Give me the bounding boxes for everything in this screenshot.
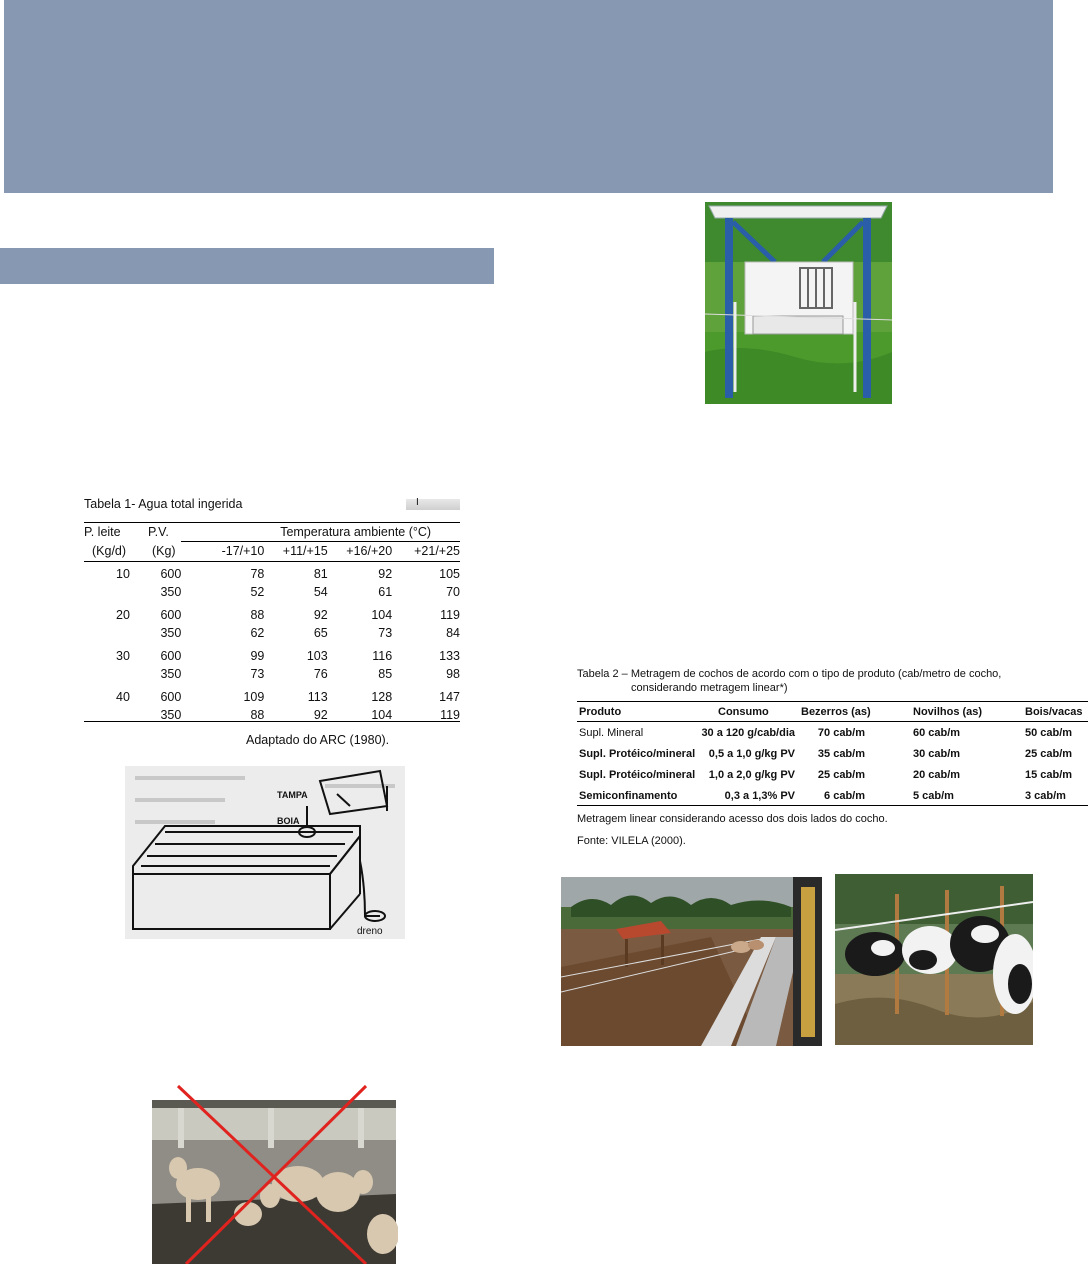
table-1-grid [84,523,460,724]
table-row [84,642,460,665]
header-bois: Bois/vacas [1025,706,1083,718]
section-bar [0,248,494,284]
cell-value: 81 [313,567,328,581]
cell-produto: Semiconfinamento [579,790,678,802]
cell-value: 92 [313,708,328,722]
cell-value: 65 [313,626,328,640]
header-produto: Produto [579,706,622,718]
cell-bois: 15 cab/m [1025,769,1073,781]
table-row [84,683,460,706]
cell-produto: Supl. Protéico/mineral [579,748,696,760]
cell-consumo: 1,0 a 2,0 g/kg PV [708,769,795,781]
table-row [84,665,460,683]
cell-leite: 30 [116,649,130,663]
table-2-source: Fonte: VILELA (2000). [577,835,686,847]
header-temp-3: +16/+20 [346,544,393,558]
cell-bezerros: 25 cab/m [817,769,865,781]
table-row [84,583,460,601]
table-row [84,560,460,583]
cell-consumo: 30 a 120 g/cab/dia [701,727,795,739]
header-novilhos: Novilhos (as) [913,706,983,718]
cell-value: 103 [306,649,328,663]
cell-value: 92 [378,567,393,581]
cell-bois: 50 cab/m [1025,727,1073,739]
cell-pv: 350 [160,667,182,681]
cell-pv: 600 [160,608,182,622]
label-boia: BOIA [277,816,300,826]
header-temperature-group: Temperatura ambiente (°C) [181,523,460,542]
table-1-caption: Tabela 1- Agua total ingerida [84,497,243,511]
table-2-caption-line1: Tabela 2 – Metragem de cochos de acordo com o tipo de produto (cab/metro de cocho, [577,668,1002,680]
cell-pv: 350 [160,708,182,722]
cell-value: 88 [250,608,265,622]
cell-pv: 600 [160,690,182,704]
cell-value: 119 [440,708,460,722]
table-row [84,601,460,624]
cell-value: 105 [439,567,460,581]
table-2-top-rule [577,701,1088,702]
header-consumo: Consumo [718,706,769,718]
label-tampa: TAMPA [277,790,308,800]
cell-leite [84,706,130,724]
cell-value: 85 [378,667,393,681]
cell-pv: 600 [160,567,182,581]
cell-pv: 600 [160,649,182,663]
header-leite-unit: (Kg/d) [92,543,127,558]
table-row [577,727,1088,743]
cell-value: 113 [307,690,328,704]
cell-value: 104 [371,608,393,622]
cell-value: 99 [250,649,265,663]
table-2-caption-line2: considerando metragem linear*) [631,682,788,694]
table-row [84,624,460,642]
cell-value: 116 [372,649,393,663]
table-row [577,748,1088,764]
cell-leite [84,665,130,683]
cell-value: 62 [250,626,265,640]
header-temp-1: -17/+10 [221,544,265,558]
cell-value: 147 [439,690,460,704]
cell-bois: 25 cab/m [1025,748,1073,760]
cell-value: 54 [313,585,328,599]
cell-value: 104 [371,708,393,722]
table-row [577,790,1088,806]
table-row [84,706,460,724]
table-1-header-row-2 [84,542,460,561]
cell-novilhos: 30 cab/m [913,748,961,760]
photo-calves-pen-crossed [148,1084,398,1264]
cell-leite: 40 [116,690,130,704]
cell-pv: 350 [160,626,182,640]
cell-value: 133 [439,649,460,663]
cell-value: 73 [250,667,265,681]
label-dreno: dreno [357,926,383,937]
cell-value: 128 [371,690,393,704]
table-row [577,769,1088,785]
cell-novilhos: 5 cab/m [913,790,954,802]
cell-bezerros: 70 cab/m [817,727,865,739]
cell-value: 78 [250,567,265,581]
cell-novilhos: 20 cab/m [913,769,961,781]
header-temp-4: +21/+25 [414,544,460,558]
cell-value: 92 [313,608,328,622]
cell-leite [84,624,130,642]
cell-value: 76 [313,667,328,681]
cell-consumo: 0,5 a 1,0 g/kg PV [708,748,795,760]
cell-produto: Supl. Mineral [579,727,644,739]
header-temp-2: +11/+15 [282,544,328,558]
cell-novilhos: 60 cab/m [913,727,961,739]
cell-value: 88 [250,708,265,722]
header-pv: P.V. [147,525,169,540]
cell-consumo: 0,3 a 1,3% PV [724,790,795,802]
table-1-badge: I [406,499,460,510]
table-2-footnote: Metragem linear considerando acesso dos dois lados do cocho. [577,813,888,825]
cell-leite: 20 [116,608,130,622]
header-band [4,0,1053,193]
cell-leite: 10 [116,567,130,581]
cell-produto: Supl. Protéico/mineral [579,769,696,781]
trough-sketch [125,766,405,939]
cell-value: 61 [378,585,393,599]
photo-covered-trough [705,202,892,404]
table-1-header-row [84,523,460,542]
cell-pv: 350 [160,585,182,599]
cell-value: 73 [378,626,393,640]
table-2-header-row [577,706,1088,722]
photo-feedlot-troughs [561,877,822,1046]
cell-value: 98 [446,667,460,681]
cell-value: 52 [250,585,265,599]
header-bezerros: Bezerros (as) [801,706,871,718]
cell-value: 70 [446,585,460,599]
table-1-source: Adaptado do ARC (1980). [246,733,390,747]
photo-cows-feeding [835,874,1033,1045]
cell-value: 119 [440,608,460,622]
cell-bois: 3 cab/m [1025,790,1066,802]
header-pv-unit: (Kg) [151,543,176,558]
cell-bezerros: 6 cab/m [824,790,865,802]
cell-value: 109 [243,690,265,704]
cell-value: 84 [446,626,460,640]
header-leite: P. leite [84,525,121,540]
cell-bezerros: 35 cab/m [817,748,865,760]
cell-leite [84,583,130,601]
